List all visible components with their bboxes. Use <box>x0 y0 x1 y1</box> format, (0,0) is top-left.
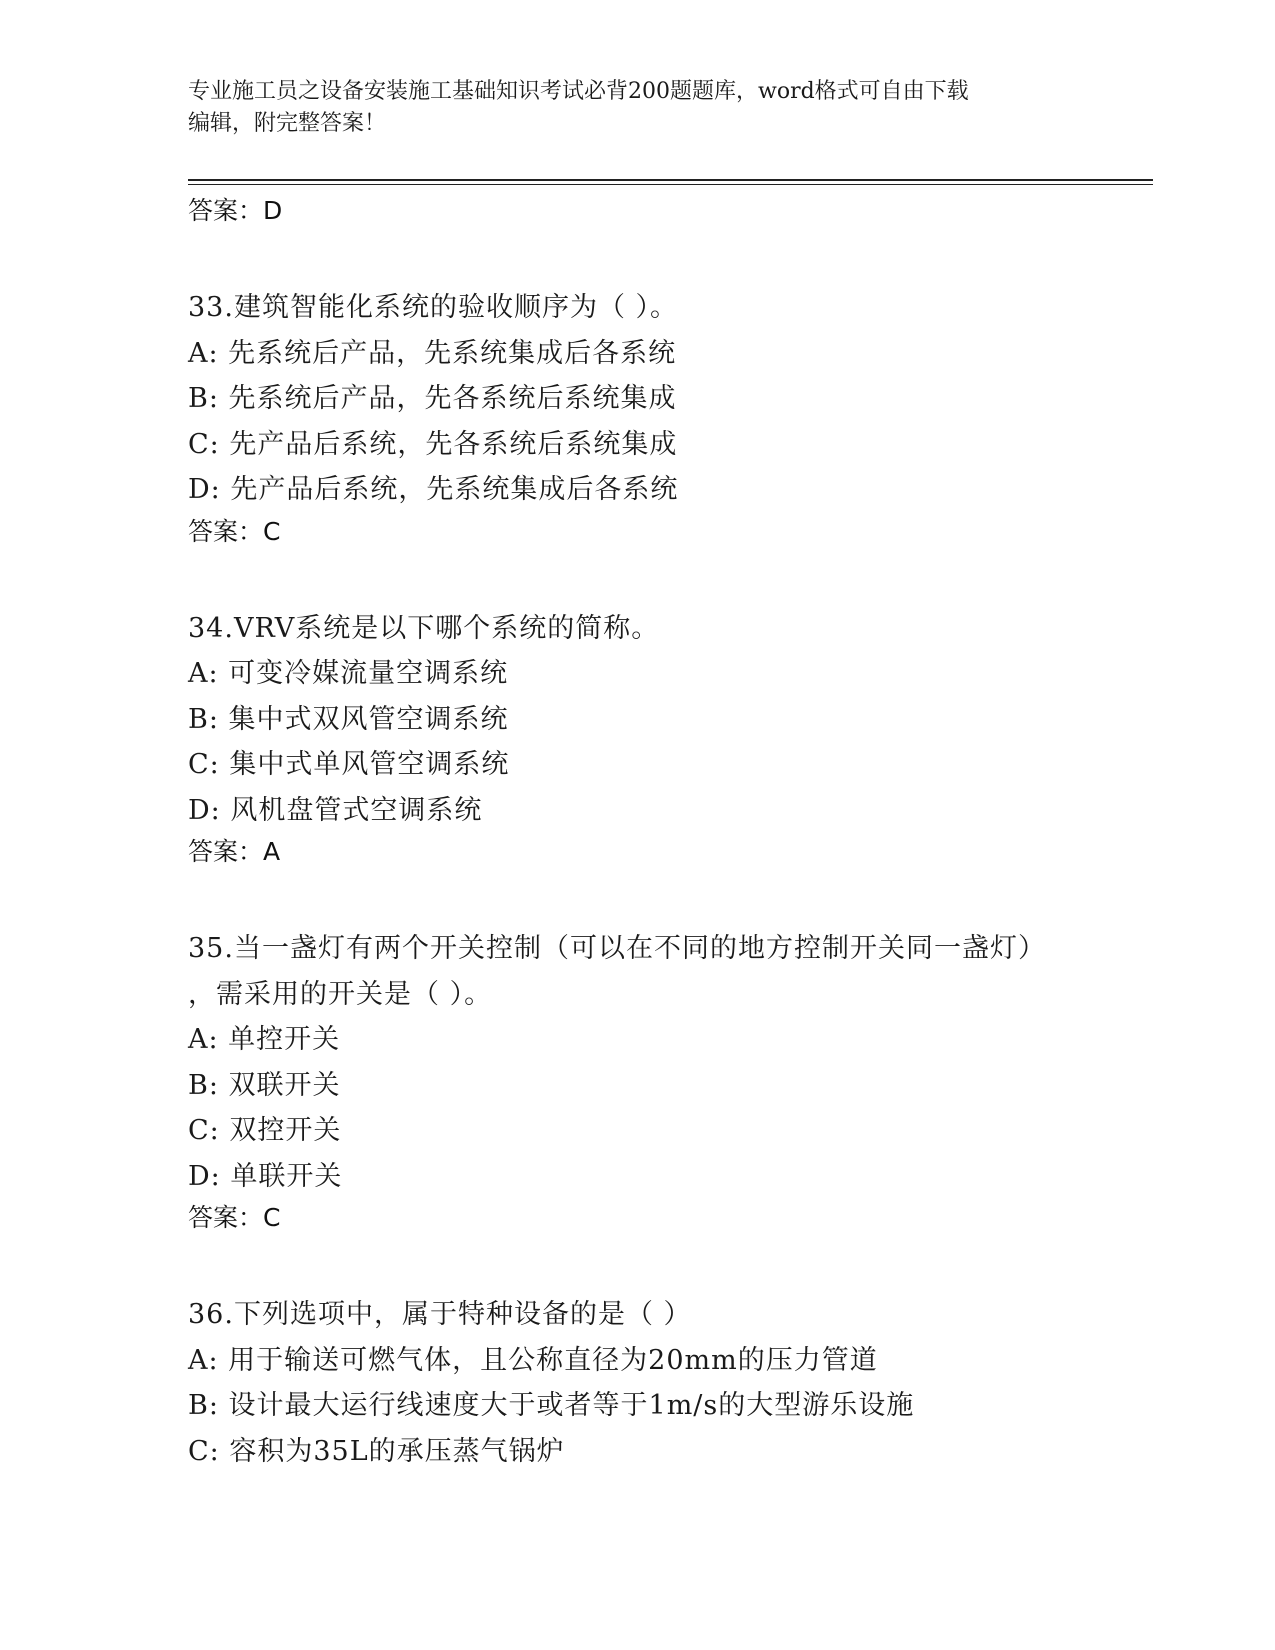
option-a: A: 用于输送可燃气体，且公称直径为20mm的压力管道 <box>188 1344 878 1376</box>
header-title-line-2: 编辑，附完整答案！ <box>188 111 387 136</box>
question-33 <box>188 285 1148 549</box>
answer: 答案：C <box>188 516 281 546</box>
option-a: A: 单控开关 <box>188 1024 341 1055</box>
answer: 答案：C <box>188 1203 281 1232</box>
option-c: C: 集中式单风管空调系统 <box>188 749 510 780</box>
document-header <box>188 76 1088 140</box>
option-a: A: 先系统后产品，先系统集成后各系统 <box>188 337 677 369</box>
question-stem: 34.VRV系统是以下哪个系统的简称。 <box>188 612 660 644</box>
option-b: B: 先系统后产品，先各系统后系统集成 <box>188 383 677 414</box>
option-c: C: 先产品后系统，先各系统后系统集成 <box>188 428 678 460</box>
option-a: A: 可变冷媒流量空调系统 <box>188 658 509 689</box>
question-34 <box>188 606 1148 870</box>
question-35 <box>188 926 1148 1235</box>
header-divider-thick <box>188 179 1153 181</box>
option-d: D: 先产品后系统，先系统集成后各系统 <box>188 474 679 505</box>
question-stem: 36.下列选项中，属于特种设备的是（ ） <box>188 1299 692 1330</box>
option-c: C: 容积为35L的承压蒸气锅炉 <box>188 1435 565 1467</box>
question-36 <box>188 1292 1148 1474</box>
question-list <box>188 194 1148 1474</box>
option-b: B: 集中式双风管空调系统 <box>188 703 509 735</box>
header-divider-thin <box>188 184 1153 185</box>
option-b: B: 设计最大运行线速度大于或者等于1m/s的大型游乐设施 <box>188 1390 915 1421</box>
question-stem-continued: ，需采用的开关是（ ）。 <box>188 978 493 1010</box>
option-d: D: 单联开关 <box>188 1160 343 1192</box>
answer-32: 答案：D <box>188 196 283 225</box>
answer: 答案：A <box>188 837 281 866</box>
header-title-line-1: 专业施工员之设备安装施工基础知识考试必背200题题库，word格式可自由下载 <box>188 79 969 104</box>
option-d: D: 风机盘管式空调系统 <box>188 794 483 826</box>
option-b: B: 双联开关 <box>188 1069 341 1101</box>
option-c: C: 双控开关 <box>188 1115 342 1146</box>
question-stem: 35.当一盏灯有两个开关控制（可以在不同的地方控制开关同一盏灯） <box>188 933 1046 964</box>
question-stem: 33.建筑智能化系统的验收顺序为（ ）。 <box>188 292 679 323</box>
